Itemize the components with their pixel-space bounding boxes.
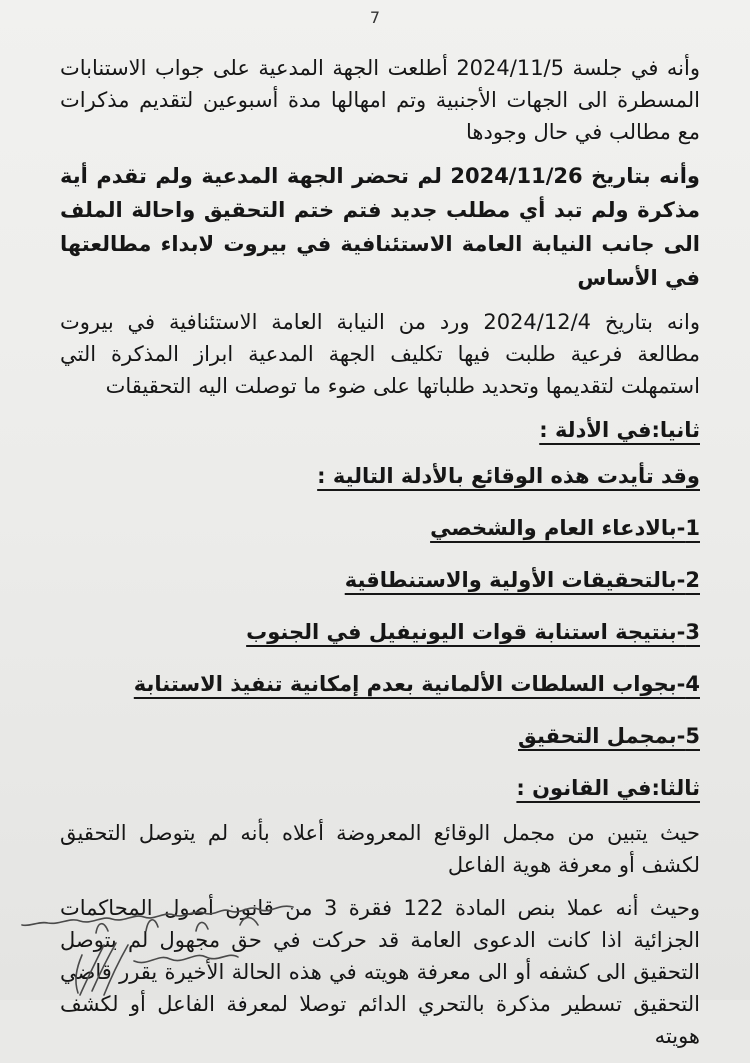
evidence-item: 2-بالتحقيقات الأولية والاستنطاقية [344,568,700,592]
paragraph-session-2024-11-26: وأنه بتاريخ 2024/11/26 لم تحضر الجهة المدعية ولم تقدم أية مذكرة ولم تبد أي مطلب جديد فتم ختم التحقيق واحالة الملف الى جانب النيابة العامة الاستئنافية في بيروت لابداء مطالعتها في الأساس [60,164,700,290]
evidence-item: 1-بالادعاء العام والشخصي [430,516,700,540]
evidence-item: 5-بمجمل التحقيق [518,724,700,748]
handwritten-signature [8,885,308,1000]
evidence-item: 3-بنتيجة استنابة قوات اليونيفيل في الجنوب [246,620,700,644]
paragraph-law-2: وحيث أنه عملا بنص المادة 122 فقرة 3 من قانون أصول المحاكمات الجزائية اذا كانت الدعوى العامة قد حركت في حق مجهول لم يتوصل التحقيق الى كشفه أو الى معرفة هويته في هذه الحالة الأخيرة يقرر قاضي التحقيق تسطير مذكرة بالتحري الدائم توصلا لمعرفة الفاعل أو لكشف هويته [60,896,700,1048]
paragraph-session-2024-12-4: وانه بتاريخ 2024/12/4 ورد من النيابة العامة الاستئنافية في بيروت مطالعة فرعية طلبت فيها تكليف الجهة المدعية ابراز المذكرة التي استمهلت لتقديمها وتحديد طلباتها على ضوء ما توصلت اليه التحقيقات [60,310,700,398]
paragraph-session-2024-11-5: وأنه في جلسة 2024/11/5 أطلعت الجهة المدعية على جواب الاستنابات المسطرة الى الجهات الأجنبية وتم امهالها مدة أسبوعين لتقديم مذكرات مع مطالب في حال وجودها [60,56,700,144]
evidence-item: 4-بجواب السلطات الألمانية بعدم إمكانية تنفيذ الاستنابة [133,672,700,696]
paragraph-law-1: حيث يتبين من مجمل الوقائع المعروضة أعلاه بأنه لم يتوصل التحقيق لكشف أو معرفة هوية الفاعل [60,821,700,877]
page-number: 7 [369,8,381,27]
section-evidence-heading: ثانيا:في الأدلة : [539,418,700,442]
evidence-list [60,511,700,753]
section-law-heading: ثالثا:في القانون : [516,776,700,800]
section-evidence-intro: وقد تأيدت هذه الوقائع بالأدلة التالية : [317,464,700,488]
